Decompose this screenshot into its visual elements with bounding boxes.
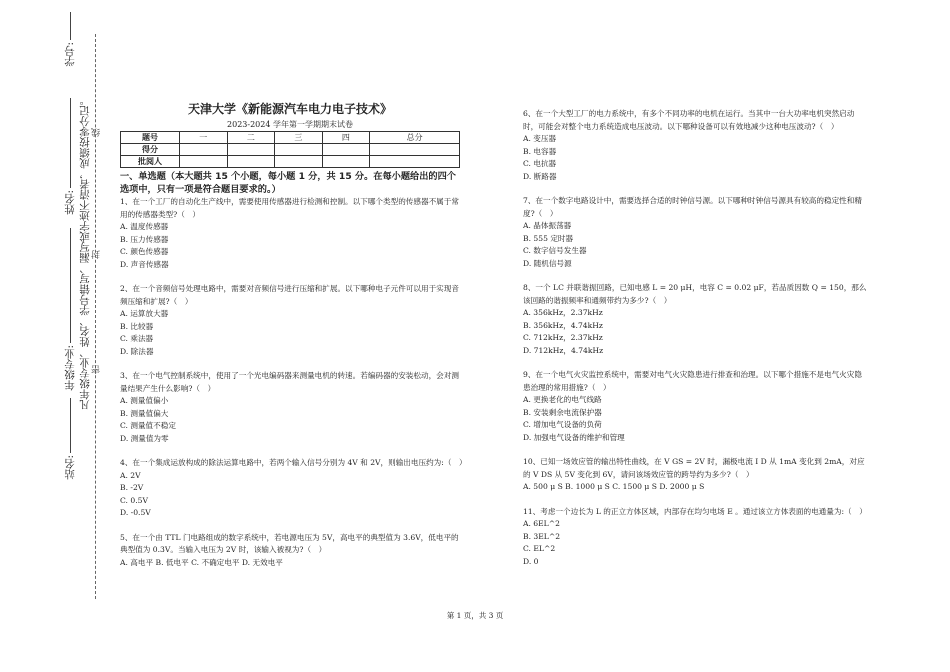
right-question-column [523, 108, 868, 580]
option-b[interactable]: B. 测量值偏大 [120, 408, 169, 418]
question-1 [120, 196, 465, 271]
question-10 [523, 456, 868, 494]
score-table-grader-row [121, 156, 460, 168]
name-blank [70, 98, 71, 188]
score-input-cell[interactable] [370, 144, 460, 156]
page-footer: 第 1 页，共 3 页 [446, 611, 504, 620]
question-stem: 11、考虑一个边长为 L 的正立方体区域，内部存在均匀电场 E 。通过该立方体表面的电通量为:（ ） [523, 506, 867, 516]
score-input-cell[interactable] [322, 144, 370, 156]
question-5 [120, 532, 465, 570]
score-input-cell[interactable] [227, 144, 275, 156]
question-stem: 9、在一个电气火灾监控系统中，需要对电气火灾隐患进行排查和治理。以下哪个措施不是电气火灾隐患治理的常用措施?（ ） [523, 370, 862, 392]
student-no-blank [70, 12, 71, 40]
section-heading: 一、单选题（本大题共 15 个小题，每小题 1 分，共 15 分。在每小题给出的四个选项中，只有一项是符合题目要求的。） [120, 171, 456, 195]
option-a[interactable]: A. 356kHz，2.37kHz [523, 308, 603, 317]
question-stem: 6、在一个大型工厂的电力系统中，有多个不同功率的电机在运行。当其中一台大功率电机突然启动时，可能会对整个电力系统造成电压波动。以下哪种设备可以有效地减少这种电压波动?（ ） [523, 109, 855, 131]
score-table [120, 131, 460, 168]
score-input-cell[interactable] [180, 144, 228, 156]
option-c[interactable]: C. 712kHz，2.37kHz [523, 333, 603, 342]
option-a[interactable]: A. 温度传感器 [120, 222, 169, 231]
question-stem: 2、在一个音频信号处理电路中，需要对音频信号进行压缩和扩展。以下哪种电子元件可以用于实现音频压缩和扩展?（ ） [120, 284, 459, 306]
option-c[interactable]: C. 电抗器 [523, 159, 557, 168]
option-d[interactable]: D. 712kHz，4.74kHz [523, 345, 604, 355]
option-d[interactable]: D. 断路器 [523, 171, 557, 181]
grader-row-label: 批阅人 [121, 156, 180, 168]
option-a[interactable]: A. 测量值偏小 [120, 396, 169, 405]
score-row-label: 得分 [121, 144, 180, 156]
option-b[interactable]: B. 3EL^2 [523, 531, 561, 541]
question-stem: 4、在一个集成运放构成的除法运算电路中，若两个输入信号分别为 4V 和 2V，则输出电压约为:（ ） [120, 458, 467, 467]
grader-input-cell[interactable] [322, 156, 370, 168]
score-cell: 一 [180, 132, 228, 144]
question-stem: 5、在一个由 TTL 门电路组成的数字系统中，若电源电压为 5V，高电平的典型值为 3.6V，低电平的典型值为 0.3V。当输入电压为 2V 时，该输入被视为?（ ） [120, 532, 459, 554]
option-c[interactable]: C. 测量值不稳定 [120, 421, 176, 430]
option-c[interactable]: C. 数字信号发生器 [523, 246, 587, 255]
option-d[interactable]: D. 除法器 [120, 346, 154, 356]
student-no-label: 学号: [64, 42, 76, 67]
option-a[interactable]: A. 变压器 [523, 134, 557, 143]
score-table-header-row [121, 132, 460, 144]
options-inline[interactable]: A. 500 μ S B. 1000 μ S C. 1500 μ S D. 2000 μ S [523, 482, 705, 491]
option-a[interactable]: A. 2V [120, 470, 141, 480]
option-a[interactable]: A. 晶体振荡器 [523, 221, 572, 230]
exam-subtitle: 2023-2024 学年第一学期期末试卷 [227, 120, 353, 129]
question-stem: 10、已知一场效应管的输出特性曲线，在 V GS = 2V 时，漏极电流 I D 从 1mA 变化到 2mA，对应的 V DS 从 5V 变化到 6V，请问该场效应管的跨导约为多少?（ ） [523, 457, 865, 479]
score-cell: 总分 [370, 132, 460, 144]
question-2 [120, 283, 465, 358]
institute-blank [70, 398, 71, 453]
binding-dashed-line [95, 34, 96, 599]
option-c[interactable]: C. 增加电气设备的负荷 [523, 420, 602, 429]
grade-major-blank [70, 228, 71, 343]
institute-label: 站名: [64, 455, 76, 480]
score-table-score-row [121, 144, 460, 156]
grader-input-cell[interactable] [275, 156, 323, 168]
seal-mark-feng: 封 [92, 250, 102, 259]
option-d[interactable]: D. 测量值为零 [120, 433, 169, 443]
score-cell: 三 [275, 132, 323, 144]
option-b[interactable]: B. 比较器 [120, 321, 154, 331]
question-stem: 7、在一个数字电路设计中，需要选择合适的时钟信号源。以下哪种时钟信号源具有较高的稳定性和精度?（ ） [523, 196, 862, 218]
option-a[interactable]: A. 更换老化的电气线路 [523, 395, 602, 404]
score-cell: 二 [227, 132, 275, 144]
question-6 [523, 108, 868, 183]
option-d[interactable]: D. 声音传感器 [120, 259, 169, 269]
grader-input-cell[interactable] [227, 156, 275, 168]
option-d[interactable]: D. 0 [523, 556, 539, 566]
option-d[interactable]: D. -0.5V [120, 508, 151, 517]
option-c[interactable]: C. 乘法器 [120, 334, 154, 343]
option-d[interactable]: D. 加强电气设备的维护和管理 [523, 432, 625, 442]
option-b[interactable]: B. 压力传感器 [120, 234, 169, 244]
seal-mark-xian: 线 [92, 128, 102, 137]
seal-mark-mi: 密 [92, 365, 102, 374]
question-4 [120, 457, 465, 520]
score-cell: 四 [322, 132, 370, 144]
option-a[interactable]: A. 运算放大器 [120, 309, 169, 318]
option-b[interactable]: B. 356kHz，4.74kHz [523, 320, 603, 330]
question-11 [523, 506, 868, 569]
score-cell: 题号 [121, 132, 180, 144]
question-stem: 3、在一个电气控制系统中，使用了一个光电编码器来测量电机的转速。若编码器的安装松动，会对测量结果产生什么影响?（ ） [120, 371, 459, 393]
binding-instruction: 凡年级专业、姓名、学号错写、漏写或字迹不清者，成绩按零分记。 [79, 95, 91, 410]
options-inline[interactable]: A. 高电平 B. 低电平 C. 不确定电平 D. 无效电平 [120, 557, 283, 567]
question-stem: 8、一个 LC 并联谐振回路，已知电感 L = 20 μH，电容 C = 0.02 μF，若品质因数 Q = 150，那么该回路的谐振频率和通频带约为多少?（ ） [523, 283, 867, 305]
question-7 [523, 195, 868, 270]
option-d[interactable]: D. 随机信号源 [523, 258, 572, 268]
option-c[interactable]: C. 0.5V [120, 495, 148, 505]
grader-input-cell[interactable] [180, 156, 228, 168]
question-3 [120, 370, 465, 445]
option-c[interactable]: C. 颜色传感器 [120, 247, 169, 256]
question-8 [523, 282, 868, 357]
grade-major-label: 年级专业: [64, 345, 76, 391]
grader-input-cell[interactable] [370, 156, 460, 168]
option-b[interactable]: B. 555 定时器 [523, 233, 574, 243]
name-label: 姓名: [64, 190, 76, 215]
question-9 [523, 369, 868, 444]
option-a[interactable]: A. 6EL^2 [523, 519, 560, 528]
option-b[interactable]: B. -2V [120, 483, 144, 492]
left-question-column [120, 196, 465, 581]
question-stem: 1、在一个工厂的自动化生产线中，需要使用传感器进行检测和控制。以下哪个类型的传感器不属于常用的传感器类型?（ ） [120, 197, 459, 219]
option-c[interactable]: C. EL^2 [523, 544, 556, 553]
exam-title: 天津大学《新能源汽车电力电子技术》 [187, 102, 392, 116]
option-b[interactable]: B. 安装剩余电流保护器 [523, 407, 602, 417]
score-input-cell[interactable] [275, 144, 323, 156]
option-b[interactable]: B. 电容器 [523, 146, 557, 156]
